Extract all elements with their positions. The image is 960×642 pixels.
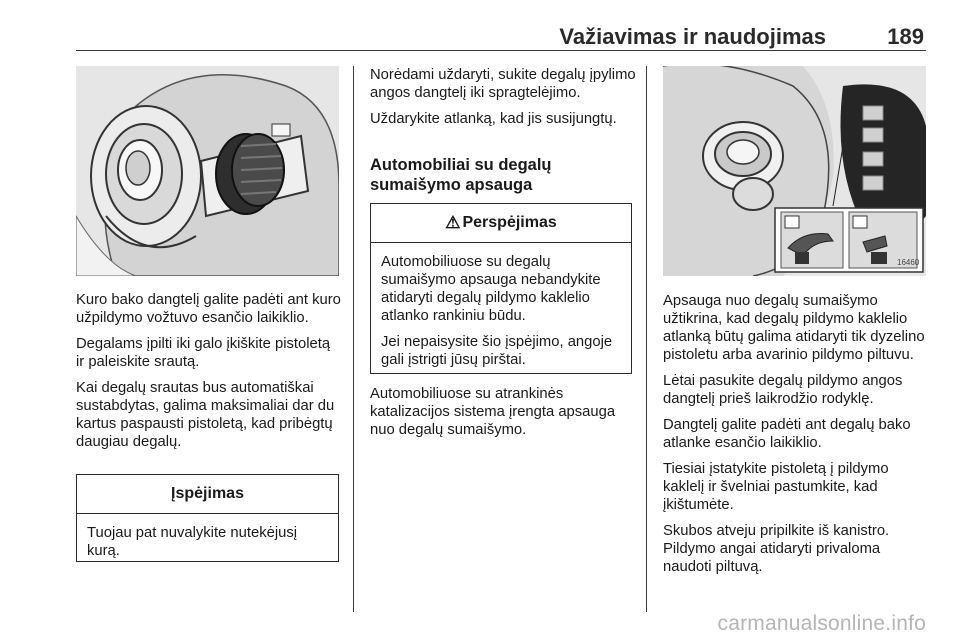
paragraph: Lėtai pasukite degalų pildymo angos dangtelį prieš laikrodžio rodyklę. xyxy=(663,373,903,407)
right-column-text xyxy=(663,292,931,584)
middle-column-text xyxy=(370,66,636,136)
warning-triangle-icon: ⚠ xyxy=(445,213,461,232)
paragraph: Skubos atveju pripilkite iš kanistro. Pildymo angai atidaryti privaloma naudoti piltuvą. xyxy=(663,523,890,575)
page-header xyxy=(76,24,926,51)
warning-box xyxy=(370,203,632,374)
paragraph: Dangtelį galite padėti ant degalų bako atlanke esančio laikiklio. xyxy=(663,417,911,451)
notice-box-title: Įspėjimas xyxy=(77,475,338,514)
warning-box-paragraph: Jei nepaisysite šio įspėjimo, angoje gali įstrigti jūsų pirštai. xyxy=(381,334,613,368)
column-divider-left xyxy=(353,66,354,612)
section-heading: Automobiliai su degalų sumaišymo apsauga xyxy=(370,156,552,194)
page-number: 189 xyxy=(887,24,924,49)
middle-column-after-text xyxy=(370,385,640,447)
fuel-cap-illustration xyxy=(76,66,339,276)
warning-box-title: Perspėjimas xyxy=(462,214,557,231)
paragraph: Degalams įpilti iki galo įkiškite pistoletą ir paleiskite srautą. xyxy=(76,336,331,370)
warning-box-title-row xyxy=(371,204,631,243)
paragraph: Kai degalų srautas bus automatiškai sustabdytas, galima maksimaliai dar du kartus paspausti pistoletą, kad pribėgtų daugiau degalų. xyxy=(76,380,335,450)
misfuel-protection-illustration xyxy=(663,66,926,276)
paragraph: Norėdami uždaryti, sukite degalų įpylimo angos dangtelį iki spragtelėjimo. xyxy=(370,67,636,101)
watermark: carmanualsonline.info xyxy=(717,612,926,635)
column-divider-right xyxy=(646,66,647,612)
warning-box-paragraph: Automobiliuose su degalų sumaišymo apsauga nebandykite atidaryti degalų pildymo kaklelio atlanko rankiniu būdu. xyxy=(381,254,601,324)
paragraph: Apsauga nuo degalų sumaišymo užtikrina, kad degalų pildymo kaklelio atlanką būtų galima atidaryti tik dyzelino pistoletu arba avarinio pildymo piltuvu. xyxy=(663,293,925,363)
notice-box xyxy=(76,474,339,562)
inset-code: 16460 xyxy=(897,258,920,267)
notice-box-body: Tuojau pat nuvalykite nutekėjusį kurą. xyxy=(87,525,298,559)
paragraph: Kuro bako dangtelį galite padėti ant kuro užpildymo vožtuvo esančio laikiklio. xyxy=(76,292,341,326)
paragraph: Automobiliuose su atrankinės katalizacijos sistema įrengta apsauga nuo degalų sumaišymo. xyxy=(370,386,616,438)
left-column-text xyxy=(76,291,342,459)
paragraph: Uždarykite atlanką, kad jis susijungtų. xyxy=(370,111,617,127)
header-title: Važiavimas ir naudojimas xyxy=(559,24,826,49)
paragraph: Tiesiai įstatykite pistoletą į pildymo kaklelį ir švelniai pastumkite, kad įkištumėte. xyxy=(663,461,889,513)
